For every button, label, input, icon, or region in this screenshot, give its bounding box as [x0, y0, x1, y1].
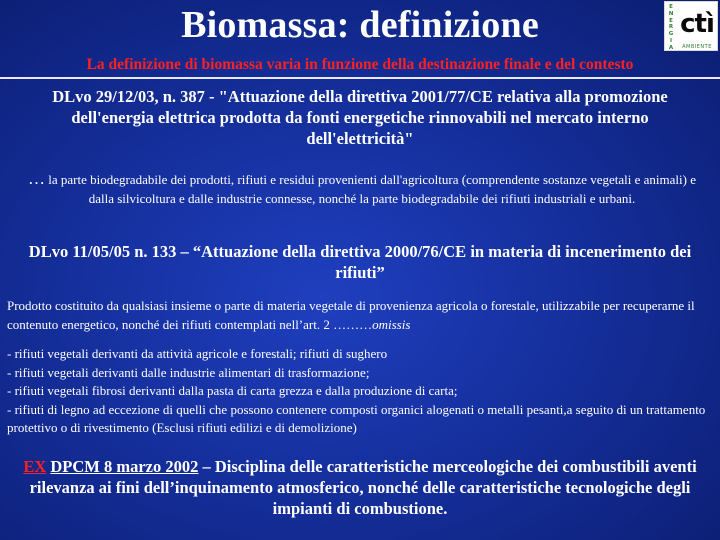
cti-logo	[664, 1, 718, 51]
paragraph-text: Prodotto costituito da qualsiasi insieme o parte di materia vegetale di provenienza agricola o forestale, utilizzabile per recuperarne il contenuto energetico, nonché dei rifiuti contemplati nell’art. 2 ………	[7, 298, 695, 332]
section3-heading	[0, 456, 720, 519]
section3-text: – Disciplina delle caratteristiche merceologiche dei combustibili aventi rilevanza ai fini dell’inquinamento atmosferico, nonché delle caratteristiche tecnologiche degli impianti di combustione.	[29, 457, 697, 518]
omissis-text: omissis	[372, 316, 411, 332]
logo-subtext: AMBIENTE	[682, 44, 712, 50]
logo-mark: ctì	[680, 9, 714, 39]
title-divider	[0, 77, 720, 79]
section2-heading: DLvo 11/05/05 n. 133 – “Attuazione della direttiva 2000/76/CE in materia di incenerimento dei rifiuti”	[28, 242, 692, 282]
dpcm-reference: DPCM 8 marzo 2002	[50, 457, 199, 476]
list-item: - rifiuti vegetali derivanti da attività agricole e forestali; rifiuti di sughero	[7, 346, 388, 361]
section1-definition	[14, 170, 710, 208]
slide-title: Biomassa: definizione	[181, 4, 539, 46]
slide-subtitle: La definizione di biomassa varia in funzione della destinazione finale e del contesto	[86, 56, 634, 73]
section2-paragraph	[7, 297, 715, 334]
definition-text: la parte biodegradabile dei prodotti, rifiuti e residui provenienti dall'agricoltura (comprendente sostanze vegetali e animali) e dalla silvicoltura e dalle industrie connesse, nonché la parte biodegradabile dei rifiuti industriali e urbani.	[44, 172, 696, 206]
section1-heading: DLvo 29/12/03, n. 387 - "Attuazione della direttiva 2001/77/CE relativa alla promozione dell'energia elettrica prodotta da fonti energetiche rinnovabili nel mercato interno dell'elettricità"	[52, 87, 668, 148]
waste-list	[7, 345, 715, 438]
ellipsis: …	[27, 169, 45, 188]
logo-side-letters: E N E R G I A	[668, 4, 674, 51]
list-item: - rifiuti vegetali fibrosi derivanti dalla pasta di carta grezza e dalla produzione di carta;	[7, 383, 458, 398]
list-item: - rifiuti vegetali derivanti dalle industrie alimentari di trasformazione;	[7, 364, 370, 380]
ex-label: EX	[23, 457, 47, 476]
list-item: - rifiuti di legno ad eccezione di quelli che possono contenere composti organici alogenati o metalli pesanti,a seguito di un trattamento protettivo o di rivestimento (Esclusi rifiuti edilizi e di demolizione)	[7, 401, 706, 435]
